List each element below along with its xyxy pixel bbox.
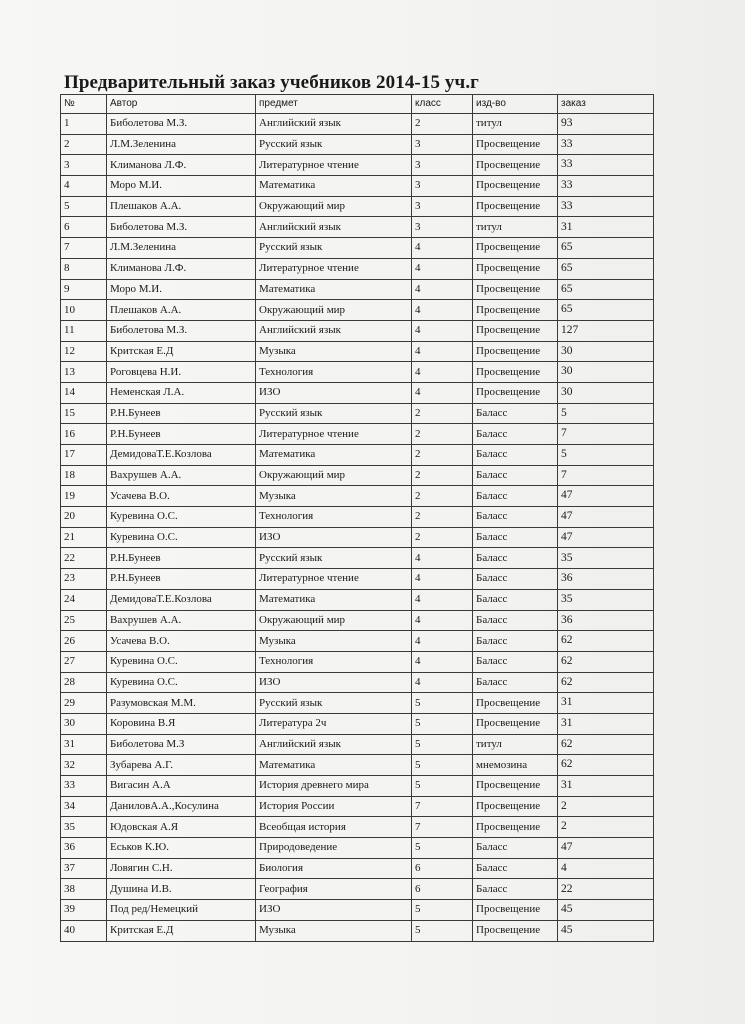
cell-subject: Литературное чтение (256, 258, 412, 279)
cell-subject: Природоведение (256, 838, 412, 859)
cell-publisher: Просвещение (473, 300, 558, 321)
cell-order-qty: 31 (558, 693, 654, 714)
cell-subject: ИЗО (256, 382, 412, 403)
cell-publisher: Просвещение (473, 134, 558, 155)
cell-class: 4 (412, 279, 473, 300)
cell-class: 3 (412, 196, 473, 217)
cell-number: 27 (61, 651, 107, 672)
cell-order-qty: 35 (558, 589, 654, 610)
cell-class: 5 (412, 920, 473, 941)
cell-publisher: Баласс (473, 424, 558, 445)
cell-class: 4 (412, 320, 473, 341)
header-class: класс (412, 95, 473, 114)
cell-order-qty: 62 (558, 734, 654, 755)
cell-class: 4 (412, 300, 473, 321)
table-row (61, 258, 654, 279)
cell-publisher: Баласс (473, 672, 558, 693)
cell-author: Юдовская А.Я (107, 817, 256, 838)
cell-subject: Музыка (256, 486, 412, 507)
cell-subject: Математика (256, 589, 412, 610)
cell-class: 4 (412, 548, 473, 569)
cell-author: Критская Е.Д (107, 341, 256, 362)
cell-order-qty: 65 (558, 258, 654, 279)
table-header-row (61, 95, 654, 114)
cell-subject: Биология (256, 858, 412, 879)
cell-publisher: Просвещение (473, 776, 558, 797)
cell-subject: Русский язык (256, 693, 412, 714)
table-row (61, 134, 654, 155)
cell-class: 4 (412, 238, 473, 259)
cell-author: Биболетова М.З. (107, 320, 256, 341)
textbook-order-table (60, 94, 654, 942)
cell-publisher: Баласс (473, 631, 558, 652)
cell-number: 15 (61, 403, 107, 424)
cell-class: 7 (412, 796, 473, 817)
table-row (61, 279, 654, 300)
cell-author: Л.М.Зеленина (107, 134, 256, 155)
cell-number: 24 (61, 589, 107, 610)
cell-class: 4 (412, 341, 473, 362)
cell-publisher: Баласс (473, 445, 558, 466)
table-row (61, 527, 654, 548)
table-row (61, 486, 654, 507)
cell-class: 4 (412, 631, 473, 652)
cell-order-qty: 7 (558, 424, 654, 445)
cell-order-qty: 33 (558, 196, 654, 217)
cell-order-qty: 47 (558, 838, 654, 859)
cell-author: Л.М.Зеленина (107, 238, 256, 259)
cell-publisher: Просвещение (473, 258, 558, 279)
cell-publisher: Просвещение (473, 693, 558, 714)
cell-subject: Английский язык (256, 320, 412, 341)
cell-number: 17 (61, 445, 107, 466)
cell-publisher: Просвещение (473, 176, 558, 197)
cell-author: Моро М.И. (107, 176, 256, 197)
cell-author: Под ред/Немецкий (107, 900, 256, 921)
cell-class: 3 (412, 134, 473, 155)
cell-class: 4 (412, 569, 473, 590)
cell-publisher: Баласс (473, 879, 558, 900)
cell-subject: ИЗО (256, 900, 412, 921)
cell-number: 21 (61, 527, 107, 548)
table-row (61, 445, 654, 466)
table-row (61, 651, 654, 672)
cell-number: 22 (61, 548, 107, 569)
table-row (61, 569, 654, 590)
cell-subject: Английский язык (256, 217, 412, 238)
table-row (61, 693, 654, 714)
cell-author: Вахрушев А.А. (107, 610, 256, 631)
cell-class: 5 (412, 713, 473, 734)
cell-class: 3 (412, 217, 473, 238)
cell-number: 39 (61, 900, 107, 921)
table-row (61, 900, 654, 921)
table-row (61, 238, 654, 259)
cell-number: 36 (61, 838, 107, 859)
table-row (61, 920, 654, 941)
cell-publisher: Просвещение (473, 713, 558, 734)
table-row (61, 713, 654, 734)
cell-order-qty: 47 (558, 486, 654, 507)
cell-subject: Математика (256, 279, 412, 300)
cell-order-qty: 5 (558, 403, 654, 424)
table-body (61, 114, 654, 942)
cell-class: 5 (412, 693, 473, 714)
cell-class: 2 (412, 445, 473, 466)
cell-order-qty: 30 (558, 382, 654, 403)
table-row (61, 776, 654, 797)
cell-number: 29 (61, 693, 107, 714)
cell-number: 23 (61, 569, 107, 590)
cell-publisher: титул (473, 217, 558, 238)
cell-publisher: мнемозина (473, 755, 558, 776)
cell-number: 6 (61, 217, 107, 238)
cell-order-qty: 35 (558, 548, 654, 569)
cell-order-qty: 31 (558, 217, 654, 238)
cell-publisher: Просвещение (473, 320, 558, 341)
cell-author: Биболетова М.З. (107, 217, 256, 238)
cell-publisher: Баласс (473, 838, 558, 859)
cell-subject: Английский язык (256, 114, 412, 135)
table-row (61, 300, 654, 321)
cell-publisher: Баласс (473, 858, 558, 879)
cell-number: 19 (61, 486, 107, 507)
cell-number: 14 (61, 382, 107, 403)
cell-order-qty: 62 (558, 651, 654, 672)
cell-order-qty: 65 (558, 279, 654, 300)
cell-order-qty: 33 (558, 134, 654, 155)
cell-order-qty: 93 (558, 114, 654, 135)
cell-order-qty: 65 (558, 238, 654, 259)
cell-number: 31 (61, 734, 107, 755)
cell-author: Р.Н.Бунеев (107, 424, 256, 445)
cell-order-qty: 4 (558, 858, 654, 879)
cell-class: 5 (412, 776, 473, 797)
cell-subject: Литература 2ч (256, 713, 412, 734)
cell-publisher: Баласс (473, 527, 558, 548)
cell-number: 26 (61, 631, 107, 652)
cell-subject: История России (256, 796, 412, 817)
cell-number: 34 (61, 796, 107, 817)
cell-author: Зубарева А.Г. (107, 755, 256, 776)
table-row (61, 631, 654, 652)
cell-class: 4 (412, 258, 473, 279)
table-row (61, 817, 654, 838)
header-publisher: изд-во (473, 95, 558, 114)
cell-order-qty: 7 (558, 465, 654, 486)
cell-order-qty: 2 (558, 796, 654, 817)
cell-order-qty: 47 (558, 527, 654, 548)
cell-order-qty: 62 (558, 672, 654, 693)
cell-order-qty: 127 (558, 320, 654, 341)
cell-class: 2 (412, 465, 473, 486)
cell-order-qty: 22 (558, 879, 654, 900)
cell-author: Р.Н.Бунеев (107, 403, 256, 424)
cell-publisher: Баласс (473, 548, 558, 569)
cell-order-qty: 62 (558, 631, 654, 652)
cell-publisher: Баласс (473, 651, 558, 672)
cell-class: 4 (412, 362, 473, 383)
cell-subject: Математика (256, 445, 412, 466)
cell-number: 5 (61, 196, 107, 217)
cell-author: Вахрушев А.А. (107, 465, 256, 486)
table-row (61, 382, 654, 403)
cell-number: 9 (61, 279, 107, 300)
cell-class: 2 (412, 114, 473, 135)
table-row (61, 403, 654, 424)
cell-author: ДемидоваТ.Е.Козлова (107, 589, 256, 610)
cell-subject: Английский язык (256, 734, 412, 755)
cell-order-qty: 36 (558, 610, 654, 631)
cell-order-qty: 45 (558, 920, 654, 941)
cell-order-qty: 65 (558, 300, 654, 321)
cell-publisher: Просвещение (473, 279, 558, 300)
table-row (61, 548, 654, 569)
cell-class: 4 (412, 382, 473, 403)
cell-author: Плешаков А.А. (107, 196, 256, 217)
table-row (61, 362, 654, 383)
cell-subject: Музыка (256, 631, 412, 652)
cell-number: 30 (61, 713, 107, 734)
cell-order-qty: 30 (558, 362, 654, 383)
cell-publisher: титул (473, 734, 558, 755)
header-author: Автор (107, 95, 256, 114)
cell-number: 11 (61, 320, 107, 341)
cell-order-qty: 33 (558, 176, 654, 197)
table-row (61, 465, 654, 486)
header-order-qty: заказ (558, 95, 654, 114)
cell-subject: Технология (256, 362, 412, 383)
cell-author: Усачева В.О. (107, 486, 256, 507)
cell-author: Куревина О.С. (107, 672, 256, 693)
cell-number: 1 (61, 114, 107, 135)
cell-author: Усачева В.О. (107, 631, 256, 652)
cell-class: 4 (412, 651, 473, 672)
cell-order-qty: 33 (558, 155, 654, 176)
cell-subject: Музыка (256, 920, 412, 941)
cell-subject: Литературное чтение (256, 424, 412, 445)
cell-number: 12 (61, 341, 107, 362)
cell-author: Ловягин С.Н. (107, 858, 256, 879)
cell-subject: Окружающий мир (256, 610, 412, 631)
cell-publisher: Просвещение (473, 238, 558, 259)
table-row (61, 196, 654, 217)
cell-author: Климанова Л.Ф. (107, 155, 256, 176)
cell-subject: География (256, 879, 412, 900)
cell-author: Разумовская М.М. (107, 693, 256, 714)
cell-publisher: Баласс (473, 569, 558, 590)
cell-publisher: Баласс (473, 403, 558, 424)
cell-order-qty: 30 (558, 341, 654, 362)
cell-author: Куревина О.С. (107, 527, 256, 548)
table-row (61, 610, 654, 631)
cell-class: 5 (412, 900, 473, 921)
cell-class: 4 (412, 672, 473, 693)
cell-publisher: Баласс (473, 465, 558, 486)
cell-subject: Математика (256, 176, 412, 197)
table-row (61, 734, 654, 755)
cell-subject: Технология (256, 507, 412, 528)
table-row (61, 341, 654, 362)
cell-order-qty: 5 (558, 445, 654, 466)
cell-class: 5 (412, 838, 473, 859)
cell-publisher: Просвещение (473, 920, 558, 941)
cell-subject: Математика (256, 755, 412, 776)
cell-author: Душина И.В. (107, 879, 256, 900)
cell-number: 40 (61, 920, 107, 941)
cell-author: Неменская Л.А. (107, 382, 256, 403)
table-row (61, 155, 654, 176)
cell-subject: Технология (256, 651, 412, 672)
cell-subject: История древнего мира (256, 776, 412, 797)
cell-class: 2 (412, 403, 473, 424)
cell-author: Биболетова М.З (107, 734, 256, 755)
cell-class: 4 (412, 610, 473, 631)
table-row (61, 838, 654, 859)
cell-class: 5 (412, 755, 473, 776)
cell-number: 2 (61, 134, 107, 155)
cell-subject: ИЗО (256, 672, 412, 693)
cell-number: 7 (61, 238, 107, 259)
cell-subject: ИЗО (256, 527, 412, 548)
cell-number: 4 (61, 176, 107, 197)
cell-number: 35 (61, 817, 107, 838)
cell-publisher: Баласс (473, 610, 558, 631)
cell-author: Р.Н.Бунеев (107, 548, 256, 569)
cell-class: 6 (412, 879, 473, 900)
table-row (61, 176, 654, 197)
cell-class: 2 (412, 486, 473, 507)
cell-class: 5 (412, 734, 473, 755)
cell-order-qty: 45 (558, 900, 654, 921)
cell-author: Еськов К.Ю. (107, 838, 256, 859)
cell-subject: Всеобщая история (256, 817, 412, 838)
cell-author: Биболетова М.З. (107, 114, 256, 135)
cell-class: 4 (412, 589, 473, 610)
cell-publisher: Просвещение (473, 796, 558, 817)
cell-publisher: Просвещение (473, 155, 558, 176)
table-row (61, 424, 654, 445)
cell-author: Куревина О.С. (107, 507, 256, 528)
table-row (61, 589, 654, 610)
cell-publisher: Баласс (473, 507, 558, 528)
table-row (61, 796, 654, 817)
cell-publisher: Просвещение (473, 362, 558, 383)
cell-number: 25 (61, 610, 107, 631)
cell-subject: Литературное чтение (256, 155, 412, 176)
cell-number: 10 (61, 300, 107, 321)
cell-publisher: Просвещение (473, 817, 558, 838)
cell-order-qty: 31 (558, 713, 654, 734)
cell-subject: Окружающий мир (256, 465, 412, 486)
cell-class: 2 (412, 424, 473, 445)
cell-number: 37 (61, 858, 107, 879)
cell-author: Критская Е.Д (107, 920, 256, 941)
cell-number: 28 (61, 672, 107, 693)
cell-author: ДемидоваТ.Е.Козлова (107, 445, 256, 466)
cell-author: Куревина О.С. (107, 651, 256, 672)
cell-order-qty: 47 (558, 507, 654, 528)
cell-subject: Окружающий мир (256, 196, 412, 217)
cell-subject: Окружающий мир (256, 300, 412, 321)
cell-class: 6 (412, 858, 473, 879)
table-row (61, 114, 654, 135)
cell-publisher: Просвещение (473, 382, 558, 403)
cell-class: 2 (412, 507, 473, 528)
cell-order-qty: 31 (558, 776, 654, 797)
cell-publisher: Баласс (473, 589, 558, 610)
cell-number: 16 (61, 424, 107, 445)
cell-number: 20 (61, 507, 107, 528)
cell-publisher: титул (473, 114, 558, 135)
document-title: Предварительный заказ учебников 2014-15 уч.г (64, 72, 479, 93)
table-row (61, 858, 654, 879)
cell-author: Р.Н.Бунеев (107, 569, 256, 590)
cell-order-qty: 2 (558, 817, 654, 838)
cell-author: Коровина В.Я (107, 713, 256, 734)
cell-class: 3 (412, 155, 473, 176)
cell-number: 33 (61, 776, 107, 797)
cell-class: 3 (412, 176, 473, 197)
cell-class: 2 (412, 527, 473, 548)
cell-class: 7 (412, 817, 473, 838)
cell-author: Вигасин А.А (107, 776, 256, 797)
table-row (61, 879, 654, 900)
table-row (61, 672, 654, 693)
cell-order-qty: 36 (558, 569, 654, 590)
cell-subject: Литературное чтение (256, 569, 412, 590)
table-row (61, 217, 654, 238)
cell-number: 8 (61, 258, 107, 279)
cell-subject: Русский язык (256, 134, 412, 155)
cell-subject: Русский язык (256, 403, 412, 424)
cell-author: ДаниловА.А.,Косулина (107, 796, 256, 817)
cell-author: Моро М.И. (107, 279, 256, 300)
cell-author: Плешаков А.А. (107, 300, 256, 321)
cell-order-qty: 62 (558, 755, 654, 776)
cell-number: 13 (61, 362, 107, 383)
cell-subject: Русский язык (256, 548, 412, 569)
table-row (61, 507, 654, 528)
cell-subject: Русский язык (256, 238, 412, 259)
cell-publisher: Просвещение (473, 341, 558, 362)
cell-publisher: Баласс (473, 486, 558, 507)
table-row (61, 755, 654, 776)
cell-publisher: Просвещение (473, 900, 558, 921)
table-row (61, 320, 654, 341)
cell-publisher: Просвещение (473, 196, 558, 217)
cell-number: 32 (61, 755, 107, 776)
cell-number: 38 (61, 879, 107, 900)
cell-number: 3 (61, 155, 107, 176)
cell-number: 18 (61, 465, 107, 486)
header-number: № (61, 95, 107, 114)
header-subject: предмет (256, 95, 412, 114)
cell-author: Роговцева Н.И. (107, 362, 256, 383)
cell-subject: Музыка (256, 341, 412, 362)
cell-author: Климанова Л.Ф. (107, 258, 256, 279)
